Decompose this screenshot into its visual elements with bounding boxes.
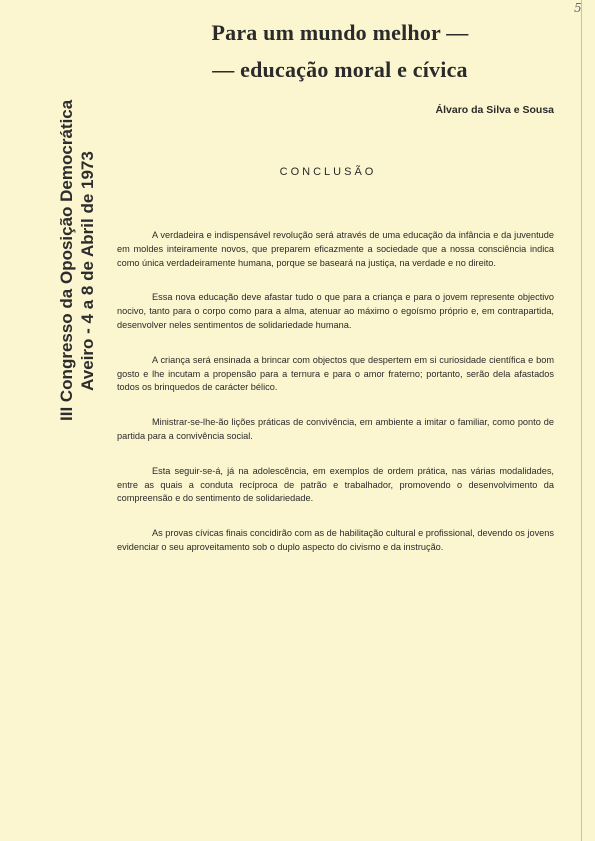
paragraph-4: Ministrar-se-lhe-ão lições práticas de convivência, em ambiente a imitar o familiar, como ponto de partida para a convivência social. xyxy=(117,417,554,441)
section-heading: CONCLUSÃO xyxy=(279,166,377,178)
paragraph-3: A criança será ensinada a brincar com objectos que despertem em si curiosidade científica e bom gosto e lhe incutam a propensão para a ternura e para o amor fraterno; portanto, serão dela afastados todos os brinquedos de carácter bélico. xyxy=(117,354,554,393)
author-name: Álvaro da Silva e Sousa xyxy=(435,104,554,116)
page-edge xyxy=(581,0,582,841)
paragraph-1: A verdadeira e indispensável revolução será através de uma educação da infância e da juventude em moldes inteiramente novos, que preparem eficazmente a sociedade que a nossa consciência indica como única verdadeiramente humana, porque se baseará na justiça, na verdade e no direito. xyxy=(117,230,554,268)
side-title-line-2: Aveiro - 4 a 8 de Abril de 1973 xyxy=(78,151,97,391)
paragraph-2: Essa nova educação deve afastar tudo o que para a criança e para o jovem represente objectivo nocivo, tanto para o corpo como para a alma, atenuar ao máximo o egoísmo próprio e, em contrapartida, desenvolver neles sentimentos de solidariedade humana. xyxy=(117,292,554,330)
title-line-1: Para um mundo melhor — xyxy=(211,20,469,45)
body-text xyxy=(117,229,554,576)
side-title-line-1: III Congresso da Oposição Democrática xyxy=(57,99,76,421)
paragraph-5: Esta seguir-se-á, já na adolescência, em exemplos de ordem prática, nas várias modalidades, entre as quais a conduta recíproca de patrão e trabalhador, promovendo o desenvolvimento da compreensão e do sentimento de solidariedade. xyxy=(117,465,554,504)
page-number: 5 xyxy=(574,1,582,15)
title-line-2: — educação moral e cívica xyxy=(212,57,468,82)
paragraph-6: As provas cívicas finais concidirão com as de habilitação cultural e profissional, devendo os jovens evidenciar o seu aproveitamento sob o duplo aspecto do civismo e da instrução. xyxy=(117,528,554,552)
side-title xyxy=(56,99,98,421)
